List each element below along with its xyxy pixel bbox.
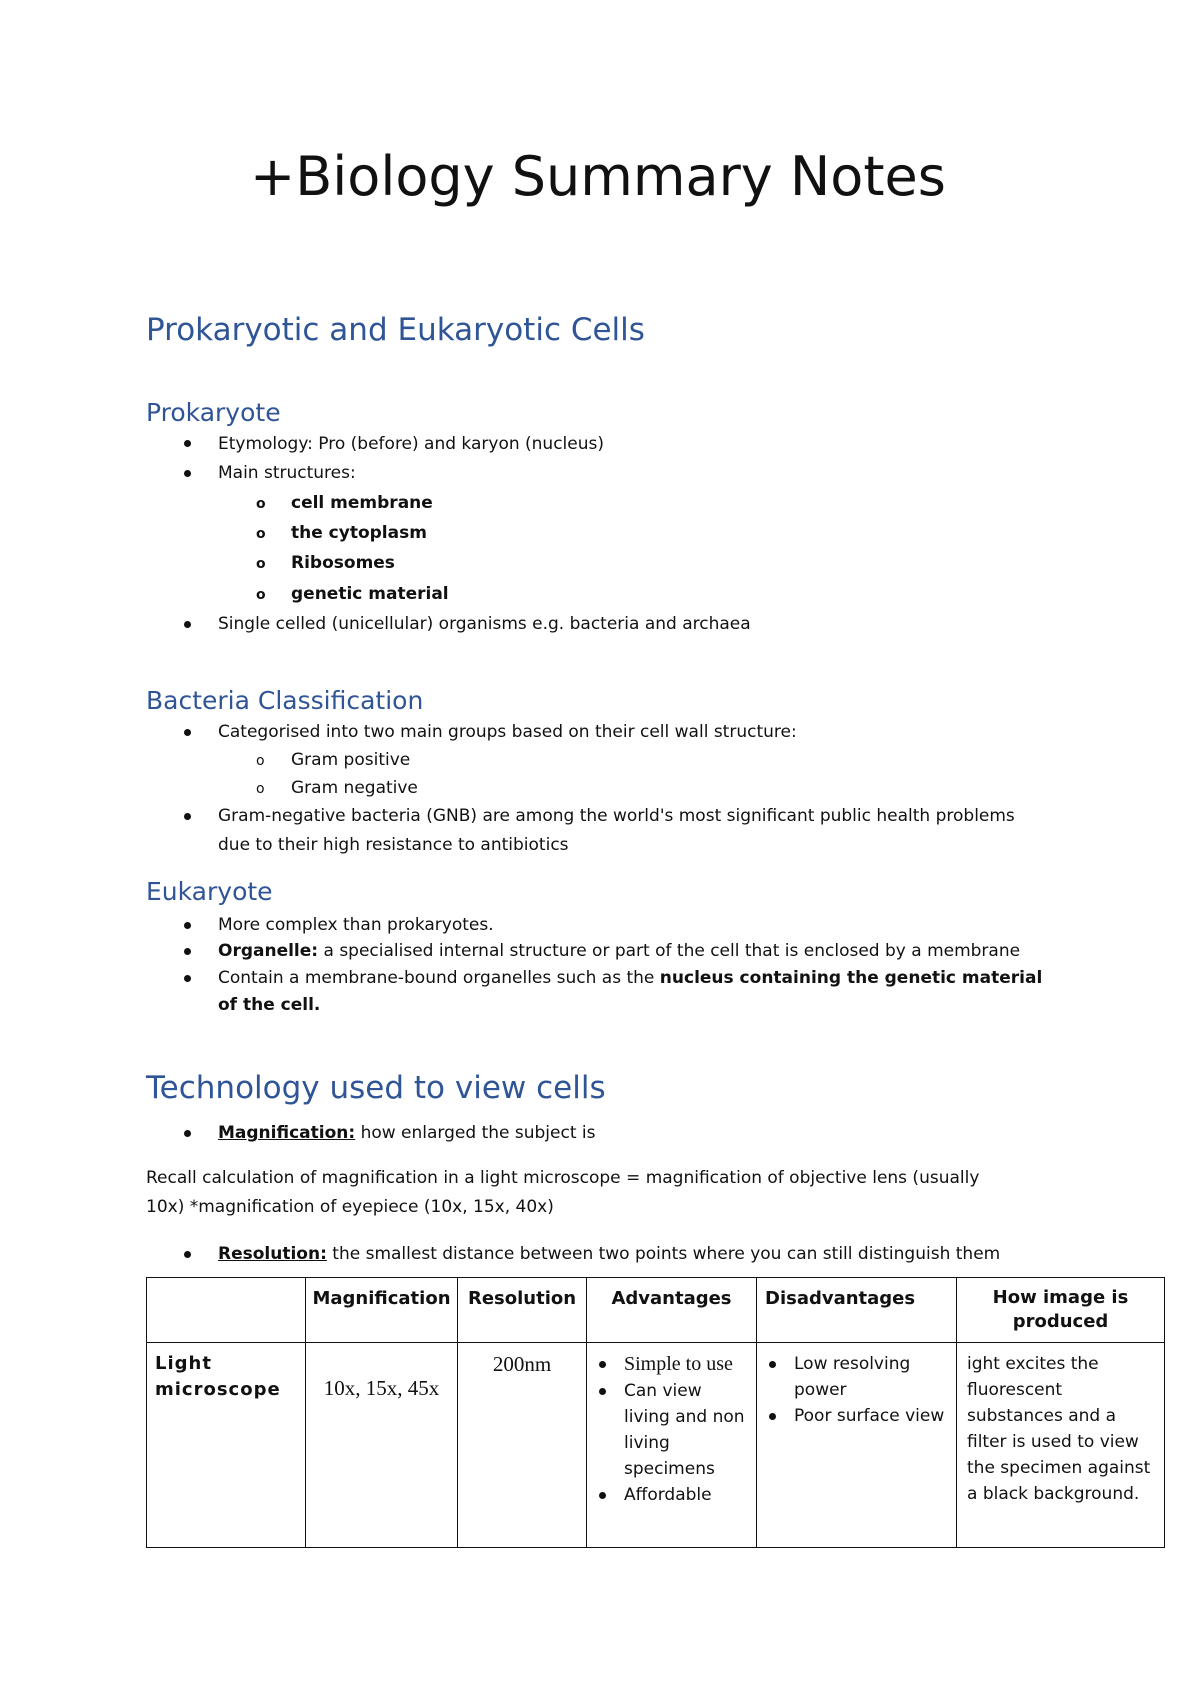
table-row <box>147 1343 1165 1548</box>
resolution-cell <box>458 1343 587 1548</box>
page-title: +Biology Summary Notes <box>250 145 946 208</box>
advantages-list <box>587 1351 752 1508</box>
circle-bullet-icon: o <box>256 781 265 797</box>
single-celled-text: Single celled (unicellular) organisms e.g. bacteria and archaea <box>218 614 751 634</box>
structure-item: Ribosomes <box>291 553 395 573</box>
bullet-icon <box>184 813 191 820</box>
table-header-cell: Disadvantages <box>757 1278 957 1343</box>
gram-item: Gram positive <box>291 750 411 770</box>
bullet-icon <box>184 470 191 477</box>
table-header-row <box>147 1278 1165 1343</box>
subheading-prokaryote: Prokaryote <box>146 398 281 427</box>
circle-bullet-icon: o <box>256 587 266 603</box>
main-structures-text: Main structures: <box>218 463 356 483</box>
advantage-text: Can view living and non living specimens <box>624 1381 745 1479</box>
magnification-term: Magnification: <box>218 1123 356 1143</box>
bullet-icon <box>599 1361 606 1368</box>
resolution-definition: the smallest distance between two points where you can still distinguish them <box>326 1244 1001 1264</box>
magnification-cell <box>306 1343 458 1548</box>
circle-bullet-icon: o <box>256 496 266 512</box>
advantages-cell <box>587 1343 757 1548</box>
subheading-bacteria: Bacteria Classification <box>146 686 424 715</box>
section-heading-technology: Technology used to view cells <box>146 1070 606 1106</box>
etymology-text: Etymology: Pro (before) and karyon (nucleus) <box>218 434 605 454</box>
advantage-text: Affordable <box>624 1485 712 1505</box>
list-item <box>757 1403 948 1429</box>
bullet-icon <box>184 975 191 982</box>
recall-text-line1: Recall calculation of magnification in a light microscope = magnification of objective lens (usually <box>146 1168 980 1188</box>
structure-item: genetic material <box>291 584 449 604</box>
list-item <box>587 1378 752 1482</box>
resolution-term: Resolution: <box>218 1244 327 1264</box>
contain-text-line2: of the cell. <box>218 995 321 1015</box>
list-item <box>587 1351 752 1378</box>
bullet-icon <box>184 1251 191 1258</box>
table-header-cell: Advantages <box>587 1278 757 1343</box>
recall-text-line2: 10x) *magnification of eyepiece (10x, 15x, 40x) <box>146 1197 554 1217</box>
table-header-cell: Resolution <box>458 1278 587 1343</box>
bullet-icon <box>184 948 191 955</box>
disadvantage-text: Low resolving power <box>794 1354 911 1400</box>
resolution-text <box>218 1242 1000 1266</box>
microscope-comparison-table <box>146 1277 1165 1548</box>
table-header-cell: How image is produced <box>957 1278 1165 1343</box>
magnification-text <box>218 1121 595 1145</box>
disadvantages-cell <box>757 1343 957 1548</box>
resolution-value: 200nm <box>492 1352 552 1376</box>
list-item <box>757 1351 948 1403</box>
row-name-cell: Light microscope <box>147 1343 306 1548</box>
disadvantage-text: Poor surface view <box>794 1406 945 1426</box>
table-header-cell: Magnification <box>306 1278 458 1343</box>
bullet-icon <box>769 1361 776 1368</box>
organelle-text <box>218 939 1020 963</box>
advantage-text: Simple to use <box>624 1353 733 1375</box>
structure-item: the cytoplasm <box>291 523 427 543</box>
subheading-eukaryote: Eukaryote <box>146 877 273 906</box>
gnb-text-line2: due to their high resistance to antibiotics <box>218 835 569 855</box>
magnification-value: 10x, 15x, 45x <box>323 1376 440 1400</box>
bullet-icon <box>769 1413 776 1420</box>
magnification-definition: how enlarged the subject is <box>355 1123 596 1143</box>
bullet-icon <box>184 729 191 736</box>
bullet-icon <box>184 1130 191 1137</box>
structure-item: cell membrane <box>291 493 433 513</box>
circle-bullet-icon: o <box>256 526 266 542</box>
circle-bullet-icon: o <box>256 556 266 572</box>
bullet-icon <box>599 1388 606 1395</box>
image-produced-cell: ight excites the fluorescent substances and a filter is used to view the specimen against a black background. <box>957 1343 1165 1548</box>
complex-text: More complex than prokaryotes. <box>218 915 494 935</box>
list-item <box>587 1482 752 1508</box>
organelle-definition: a specialised internal structure or part of the cell that is enclosed by a membrane <box>318 941 1021 961</box>
table-header-cell <box>147 1278 306 1343</box>
section-heading-cells: Prokaryotic and Eukaryotic Cells <box>146 312 645 348</box>
contain-prefix: Contain a membrane-bound organelles such as the <box>218 968 660 988</box>
bullet-icon <box>184 621 191 628</box>
bullet-icon <box>184 922 191 929</box>
contain-bold-part: nucleus containing the genetic material <box>659 968 1043 988</box>
disadvantages-list <box>757 1351 948 1429</box>
bullet-icon <box>599 1492 606 1499</box>
contain-text-line1 <box>218 966 1042 990</box>
gnb-text-line1: Gram-negative bacteria (GNB) are among the world's most significant public health problems <box>218 806 1015 826</box>
bullet-icon <box>184 440 191 447</box>
categorised-text: Categorised into two main groups based on their cell wall structure: <box>218 722 797 742</box>
gram-item: Gram negative <box>291 778 418 798</box>
circle-bullet-icon: o <box>256 753 265 769</box>
organelle-term: Organelle: <box>218 941 319 961</box>
